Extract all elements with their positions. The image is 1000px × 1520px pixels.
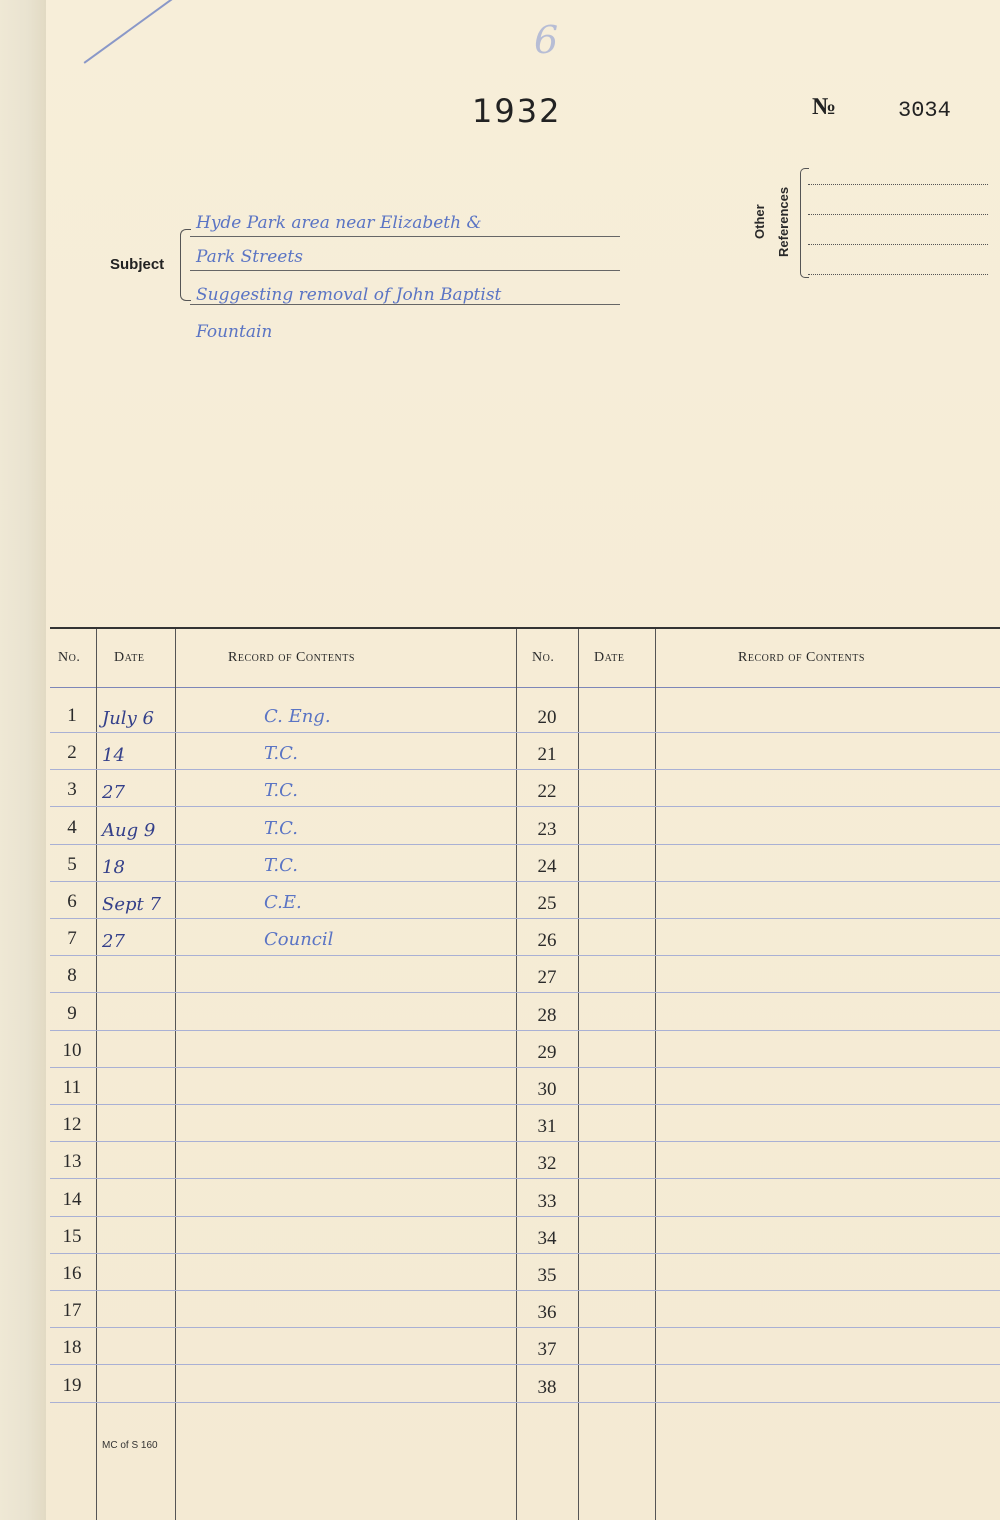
row-number: 11	[62, 1077, 82, 1098]
row-number: 3	[67, 779, 77, 800]
row-number: 34	[537, 1228, 557, 1249]
row-number: 31	[537, 1116, 557, 1137]
header-no-right: No.	[532, 650, 555, 665]
header-date-right: Date	[594, 650, 625, 665]
table-row-rule	[50, 1030, 1000, 1031]
row-number: 12	[62, 1114, 82, 1135]
table-row-rule	[50, 1290, 1000, 1291]
row-number: 24	[537, 856, 557, 877]
subject-rule	[190, 236, 620, 237]
row-number: 19	[62, 1375, 82, 1396]
table-row-rule	[50, 1253, 1000, 1254]
row-number: 18	[62, 1337, 82, 1358]
subject-line-1: Hyde Park area near Elizabeth &	[196, 213, 482, 233]
entry-record: T.C.	[264, 855, 298, 876]
table-row-rule	[50, 992, 1000, 993]
row-number: 28	[537, 1005, 557, 1026]
table-row-rule	[50, 955, 1000, 956]
table-row-rule	[50, 806, 1000, 807]
entry-date: Aug 9	[102, 820, 156, 841]
row-number: 14	[62, 1189, 82, 1210]
row-number: 37	[537, 1339, 557, 1360]
entry-date: 27	[102, 782, 125, 803]
column-divider	[96, 629, 97, 1520]
entry-date: July 6	[102, 708, 154, 729]
column-divider	[655, 629, 656, 1520]
table-row-rule	[50, 1141, 1000, 1142]
subject-line-4: Fountain	[196, 322, 273, 342]
number-sign: №	[812, 94, 837, 120]
table-row-rule	[50, 1104, 1000, 1105]
table-row-rule	[50, 1178, 1000, 1179]
header-record-left: Record of Contents	[228, 650, 355, 665]
table-row-rule	[50, 844, 1000, 845]
row-number: 27	[537, 967, 557, 988]
file-spine	[0, 0, 47, 1520]
row-number: 35	[537, 1265, 557, 1286]
table-top-rule	[50, 627, 1000, 629]
row-number: 26	[537, 930, 557, 951]
row-number: 38	[537, 1377, 557, 1398]
table-row-rule	[50, 1216, 1000, 1217]
entry-record: C. Eng.	[264, 706, 331, 727]
row-number: 6	[67, 891, 77, 912]
subject-line-2: Park Streets	[196, 247, 303, 267]
reference-rule	[808, 184, 988, 185]
table-row-rule	[50, 769, 1000, 770]
reference-rule	[808, 274, 988, 275]
row-number: 33	[537, 1191, 557, 1212]
header-no-left: No.	[58, 650, 81, 665]
entry-record: T.C.	[264, 743, 298, 764]
row-number: 13	[62, 1151, 82, 1172]
table-row-rule	[50, 1402, 1000, 1403]
table-row-rule	[50, 1067, 1000, 1068]
form-code: MC of S 160	[102, 1440, 158, 1451]
header-date-left: Date	[114, 650, 145, 665]
subject-label: Subject	[110, 256, 165, 273]
row-number: 36	[537, 1302, 557, 1323]
pencil-mark: 6	[534, 18, 559, 62]
entry-record: C.E.	[264, 892, 302, 913]
entry-date: 18	[102, 857, 125, 878]
row-number: 22	[537, 781, 557, 802]
row-number: 16	[62, 1263, 82, 1284]
table-row-rule	[50, 881, 1000, 882]
table-row-rule	[50, 1327, 1000, 1328]
reference-rule	[808, 214, 988, 215]
column-divider	[578, 629, 579, 1520]
other-references-label-line1: Other	[752, 204, 767, 240]
entry-date: 27	[102, 931, 125, 952]
table-row-rule	[50, 732, 1000, 733]
entry-record: T.C.	[264, 780, 298, 801]
header-record-right: Record of Contents	[738, 650, 865, 665]
row-number: 9	[67, 1003, 77, 1024]
other-references-label-line2: References	[776, 186, 791, 258]
subject-rule	[190, 270, 620, 271]
column-divider	[516, 629, 517, 1520]
row-number: 1	[67, 705, 77, 726]
row-number: 5	[67, 854, 77, 875]
file-number: 3034	[898, 98, 951, 123]
row-number: 15	[62, 1226, 82, 1247]
row-number: 20	[537, 707, 557, 728]
entry-date: Sept 7	[102, 894, 161, 915]
row-number: 32	[537, 1153, 557, 1174]
file-year: 1932	[472, 92, 562, 130]
entry-record: T.C.	[264, 818, 298, 839]
column-divider	[175, 629, 176, 1520]
table-row-rule	[50, 1364, 1000, 1365]
row-number: 21	[537, 744, 557, 765]
table-row-rule	[50, 918, 1000, 919]
row-number: 23	[537, 819, 557, 840]
row-number: 4	[67, 817, 77, 838]
row-number: 30	[537, 1079, 557, 1100]
subject-brace	[180, 229, 191, 301]
row-number: 25	[537, 893, 557, 914]
row-number: 17	[62, 1300, 82, 1321]
reference-rule	[808, 244, 988, 245]
row-number: 29	[537, 1042, 557, 1063]
row-number: 10	[62, 1040, 82, 1061]
row-number: 2	[67, 742, 77, 763]
table-header-rule	[50, 687, 1000, 688]
row-number: 7	[67, 928, 77, 949]
entry-date: 14	[102, 745, 125, 766]
row-number: 8	[67, 965, 77, 986]
entry-record: Council	[264, 929, 334, 950]
subject-line-3: Suggesting removal of John Baptist	[196, 285, 502, 305]
